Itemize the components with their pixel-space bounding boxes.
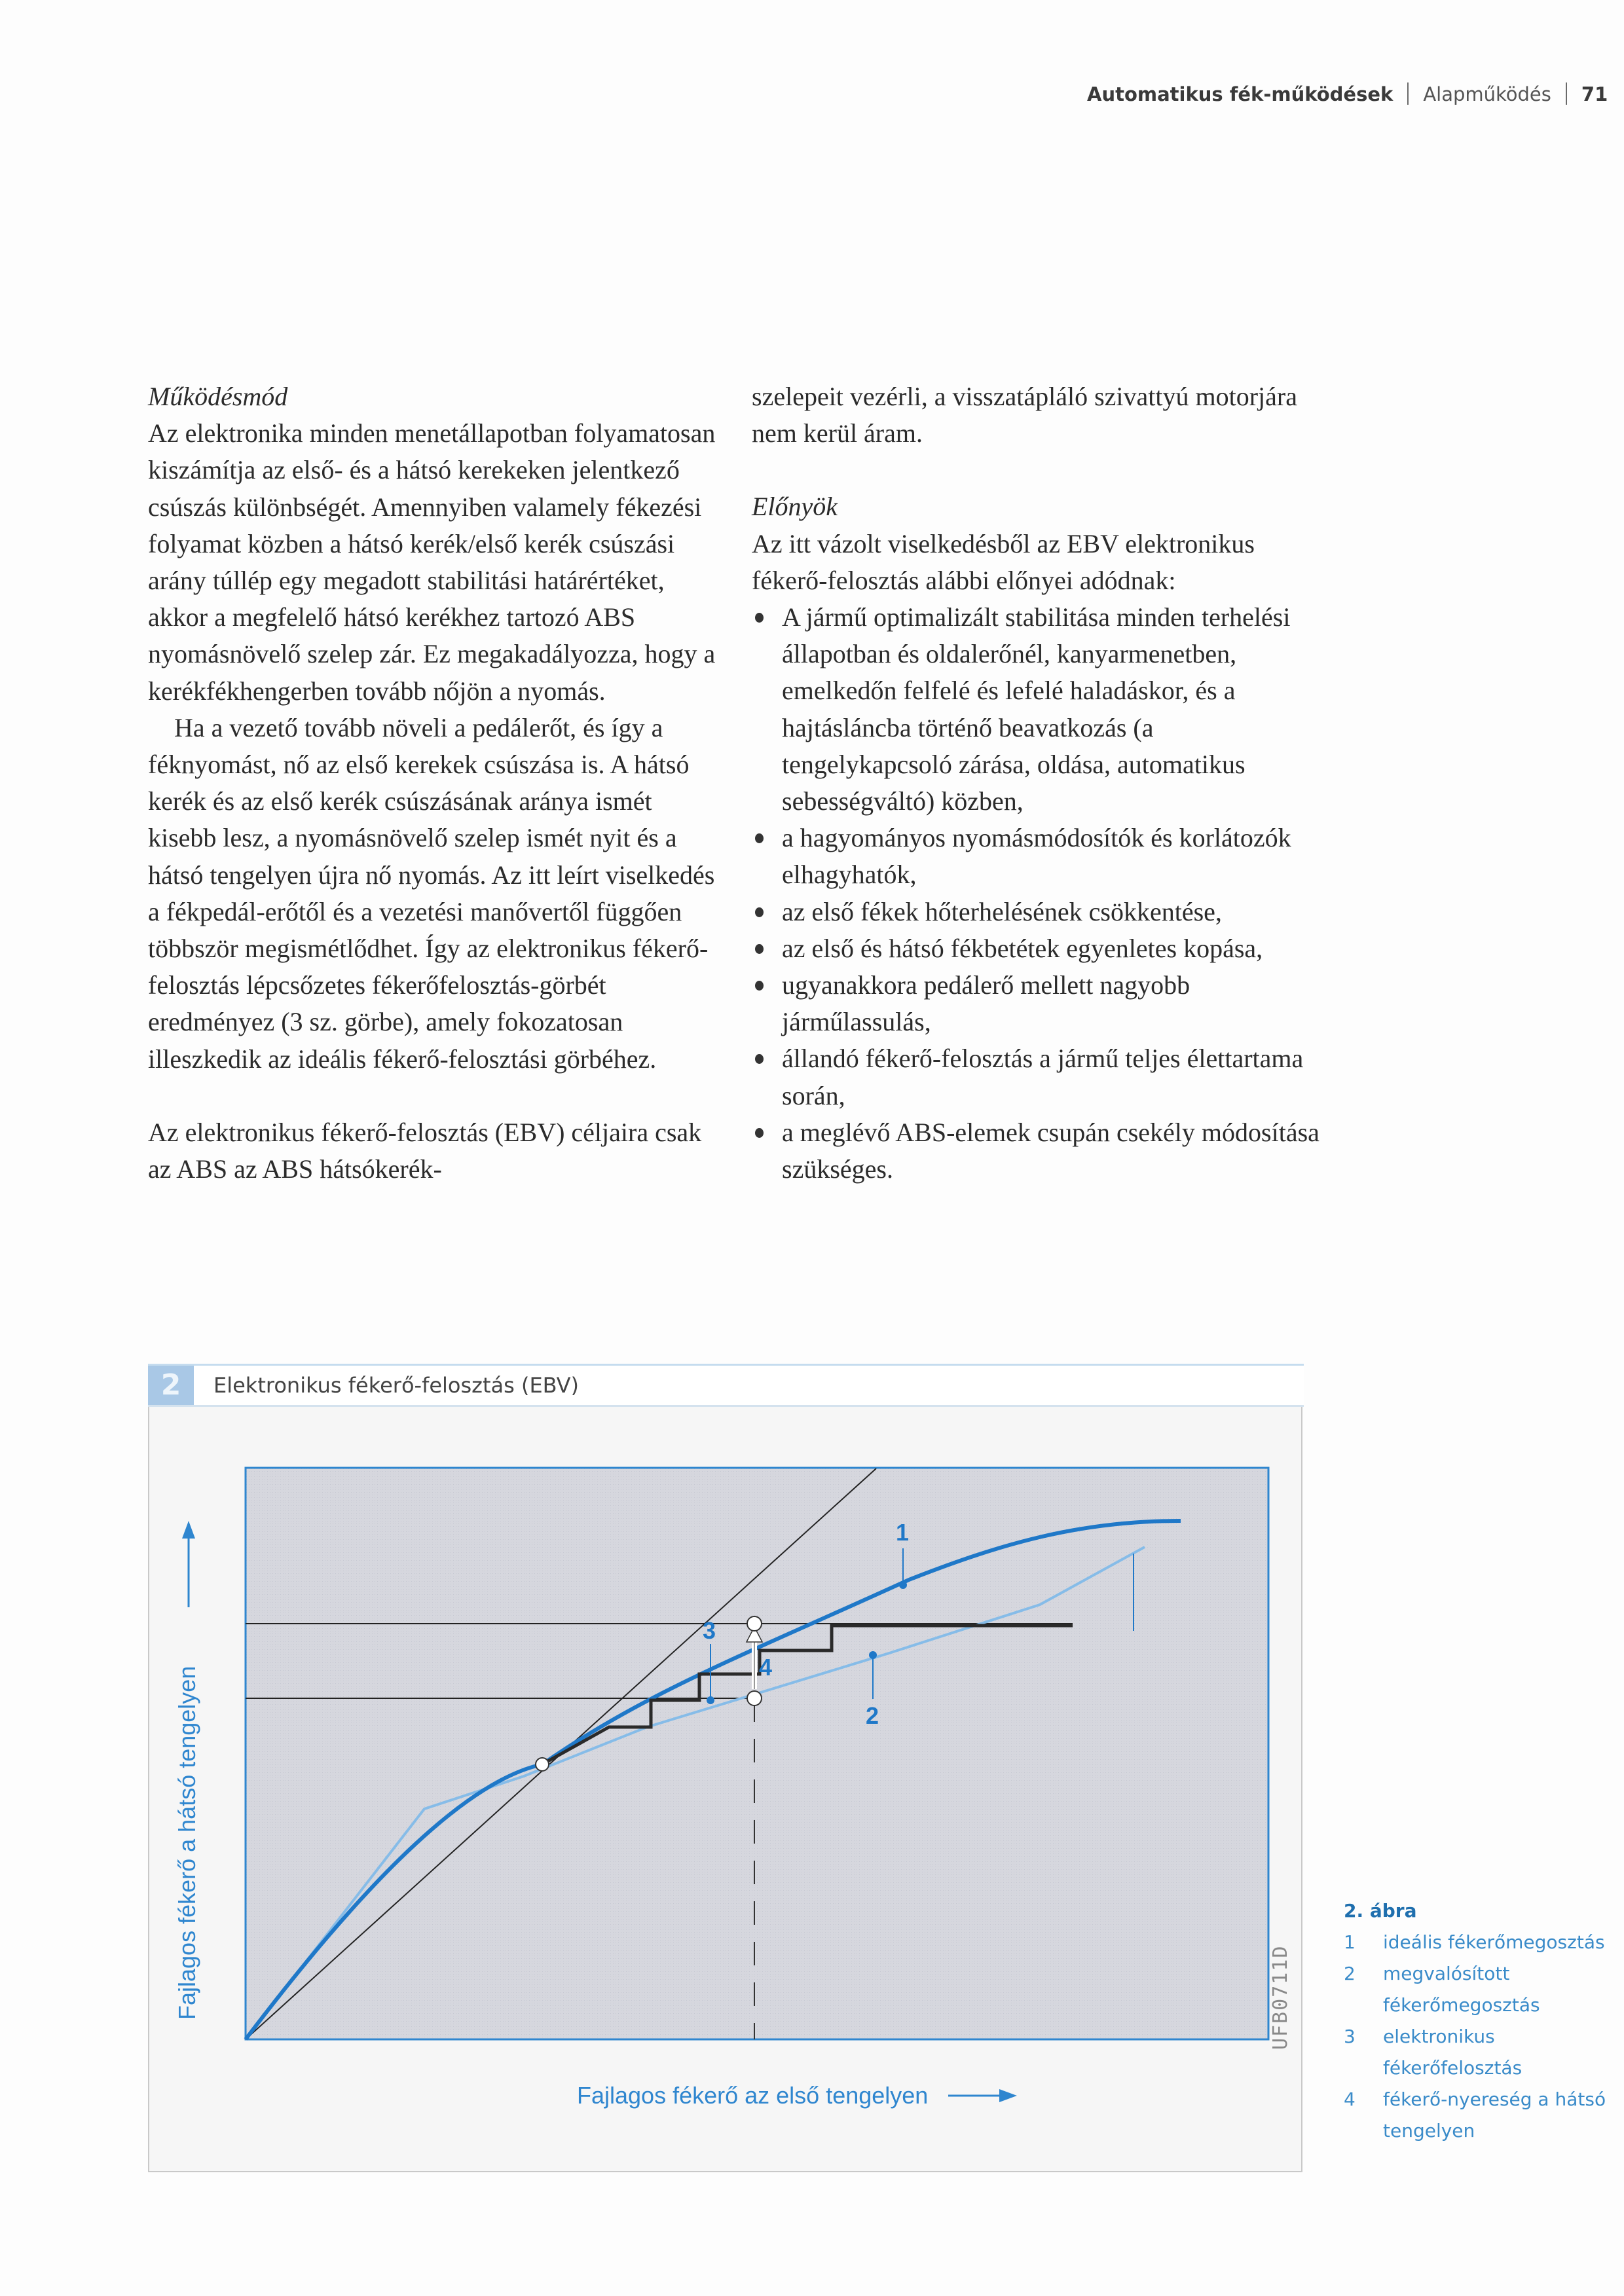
callout-2: 2 [866,1702,879,1729]
chapter-title: Automatikus fék-működések [1087,83,1393,105]
subheading-elonyok: Előnyök [752,492,838,522]
upper-gain-point [747,1616,762,1631]
paragraph: szelepeit vezérli, a visszatápláló szivattyú motorjára nem kerül áram. [752,382,1297,448]
legend-text: ideális fékerőmegosztás [1383,1931,1605,1953]
x-axis-label: Fajlagos fékerő az első tengelyen [577,2082,929,2109]
brake-force-chart [149,1364,1304,2172]
paragraph: Az itt vázolt viselkedésből az EBV elektronikus fékerő-felosztás alábbi előnyei adódnak: [752,528,1255,595]
image-code: UFB0711D [1269,1944,1292,2050]
list-item: az első fékek hőterhelésének csökkentése, [752,894,1328,930]
paragraph: Az elektronika minden menetállapotban folyamatosan kiszámítja az első- és a hátsó kerekeken jelentkező csúszás különbségét. Amennyiben valamely fékezési folyamat közben a hátsó kerék/első kerék csúszási arány túllép egy megadott stabilitási határértéket, akkor a megfelelő hátsó kerékhez tartozó ABS nyomásnövelő szelep zár. Ez megakadályozza, hogy a kerékfékhengerben tovább nőjön a nyomás. [148,418,716,706]
legend-text: fékerő-nyereség a hátsó tengelyen [1383,2088,1606,2141]
x-axis-arrow-head [999,2089,1017,2102]
legend-item [1344,1927,1619,1958]
callout-2-dot [869,1651,877,1659]
list-item: a hagyományos nyomásmódosítók és korlátozók elhagyhatók, [752,820,1328,893]
list-item: a meglévő ABS-elemek csupán csekély módosítása szükséges. [752,1114,1328,1188]
page-number: 71 [1581,83,1608,105]
header-divider [1407,82,1409,105]
figure-title: Elektronikus fékerő-felosztás (EBV) [213,1373,579,1398]
running-header [1087,82,1608,105]
plot-area [246,1468,1268,2039]
figure-ebv [148,1364,1302,2172]
legend-number: 4 [1344,2088,1356,2110]
left-column [148,378,724,1188]
y-axis-label: Fajlagos fékerő a hátsó tengelyen [174,1666,200,2020]
list-item: állandó fékerő-felosztás a jármű teljes élettartama során, [752,1040,1328,1114]
right-column [752,378,1328,1188]
legend-text: elektronikus fékerőfelosztás [1383,2026,1522,2079]
legend-item [1344,2021,1619,2084]
callout-1: 1 [896,1519,910,1546]
paragraph: Ha a vezető tovább növeli a pedálerőt, és így a féknyomást, nő az első kerekek csúszása is. A hátsó kerék és az első kerék csúszásának aránya ismét kisebb lesz, a nyomásnövelő szelep ismét nyit és a hátsó tengelyen újra nő nyomás. Az itt leírt viselkedés a fékpedál-erőtől és a vezetési manővertől függően többször megismétlődhet. Így az elektronikus fékerő-felosztás lépcsőzetes fékerőfelosztás-görbét eredményez (3 sz. görbe), amely fokozatosan illeszkedik az ideális fékerő-felosztási görbéhez. [148,712,715,1074]
section-title: Alapműködés [1423,83,1551,105]
callout-3: 3 [703,1617,716,1644]
legend-item [1344,1958,1619,2021]
list-item: ugyanakkora pedálerő mellett nagyobb járműlassulás, [752,967,1328,1040]
lower-gain-point [747,1691,762,1705]
legend-number: 3 [1344,2026,1356,2047]
y-axis-arrow-head [182,1521,195,1539]
legend-text: megvalósított fékerőmegosztás [1383,1963,1540,2016]
paragraph: Az elektronikus fékerő-felosztás (EBV) céljaira csak az ABS az ABS hátsókerék- [148,1117,702,1184]
legend-title: 2. ábra [1344,1900,1417,1922]
figure-legend [1344,1895,1619,2147]
header-divider [1566,82,1567,105]
figure-number-badge: 2 [148,1366,194,1405]
legend-number: 1 [1344,1931,1356,1953]
advantages-list [752,599,1328,1188]
legend-item [1344,2084,1619,2147]
knee-point [536,1758,549,1771]
subheading-mukodesmod: Működésmód [148,382,288,411]
list-item: A jármű optimalizált stabilitása minden terhelési állapotban és oldalerőnél, kanyarmenetben, emelkedőn felfelé és lefelé haladáskor, és a hajtásláncba történő beavatkozás (a tengelykapcsoló zárása, oldása, automatikus sebességváltó) közben, [752,599,1328,820]
callout-1-dot [899,1581,907,1589]
list-item: az első és hátsó fékbetétek egyenletes kopása, [752,930,1328,967]
callout-3-dot [707,1696,714,1704]
legend-number: 2 [1344,1963,1356,1984]
callout-4: 4 [759,1654,773,1681]
